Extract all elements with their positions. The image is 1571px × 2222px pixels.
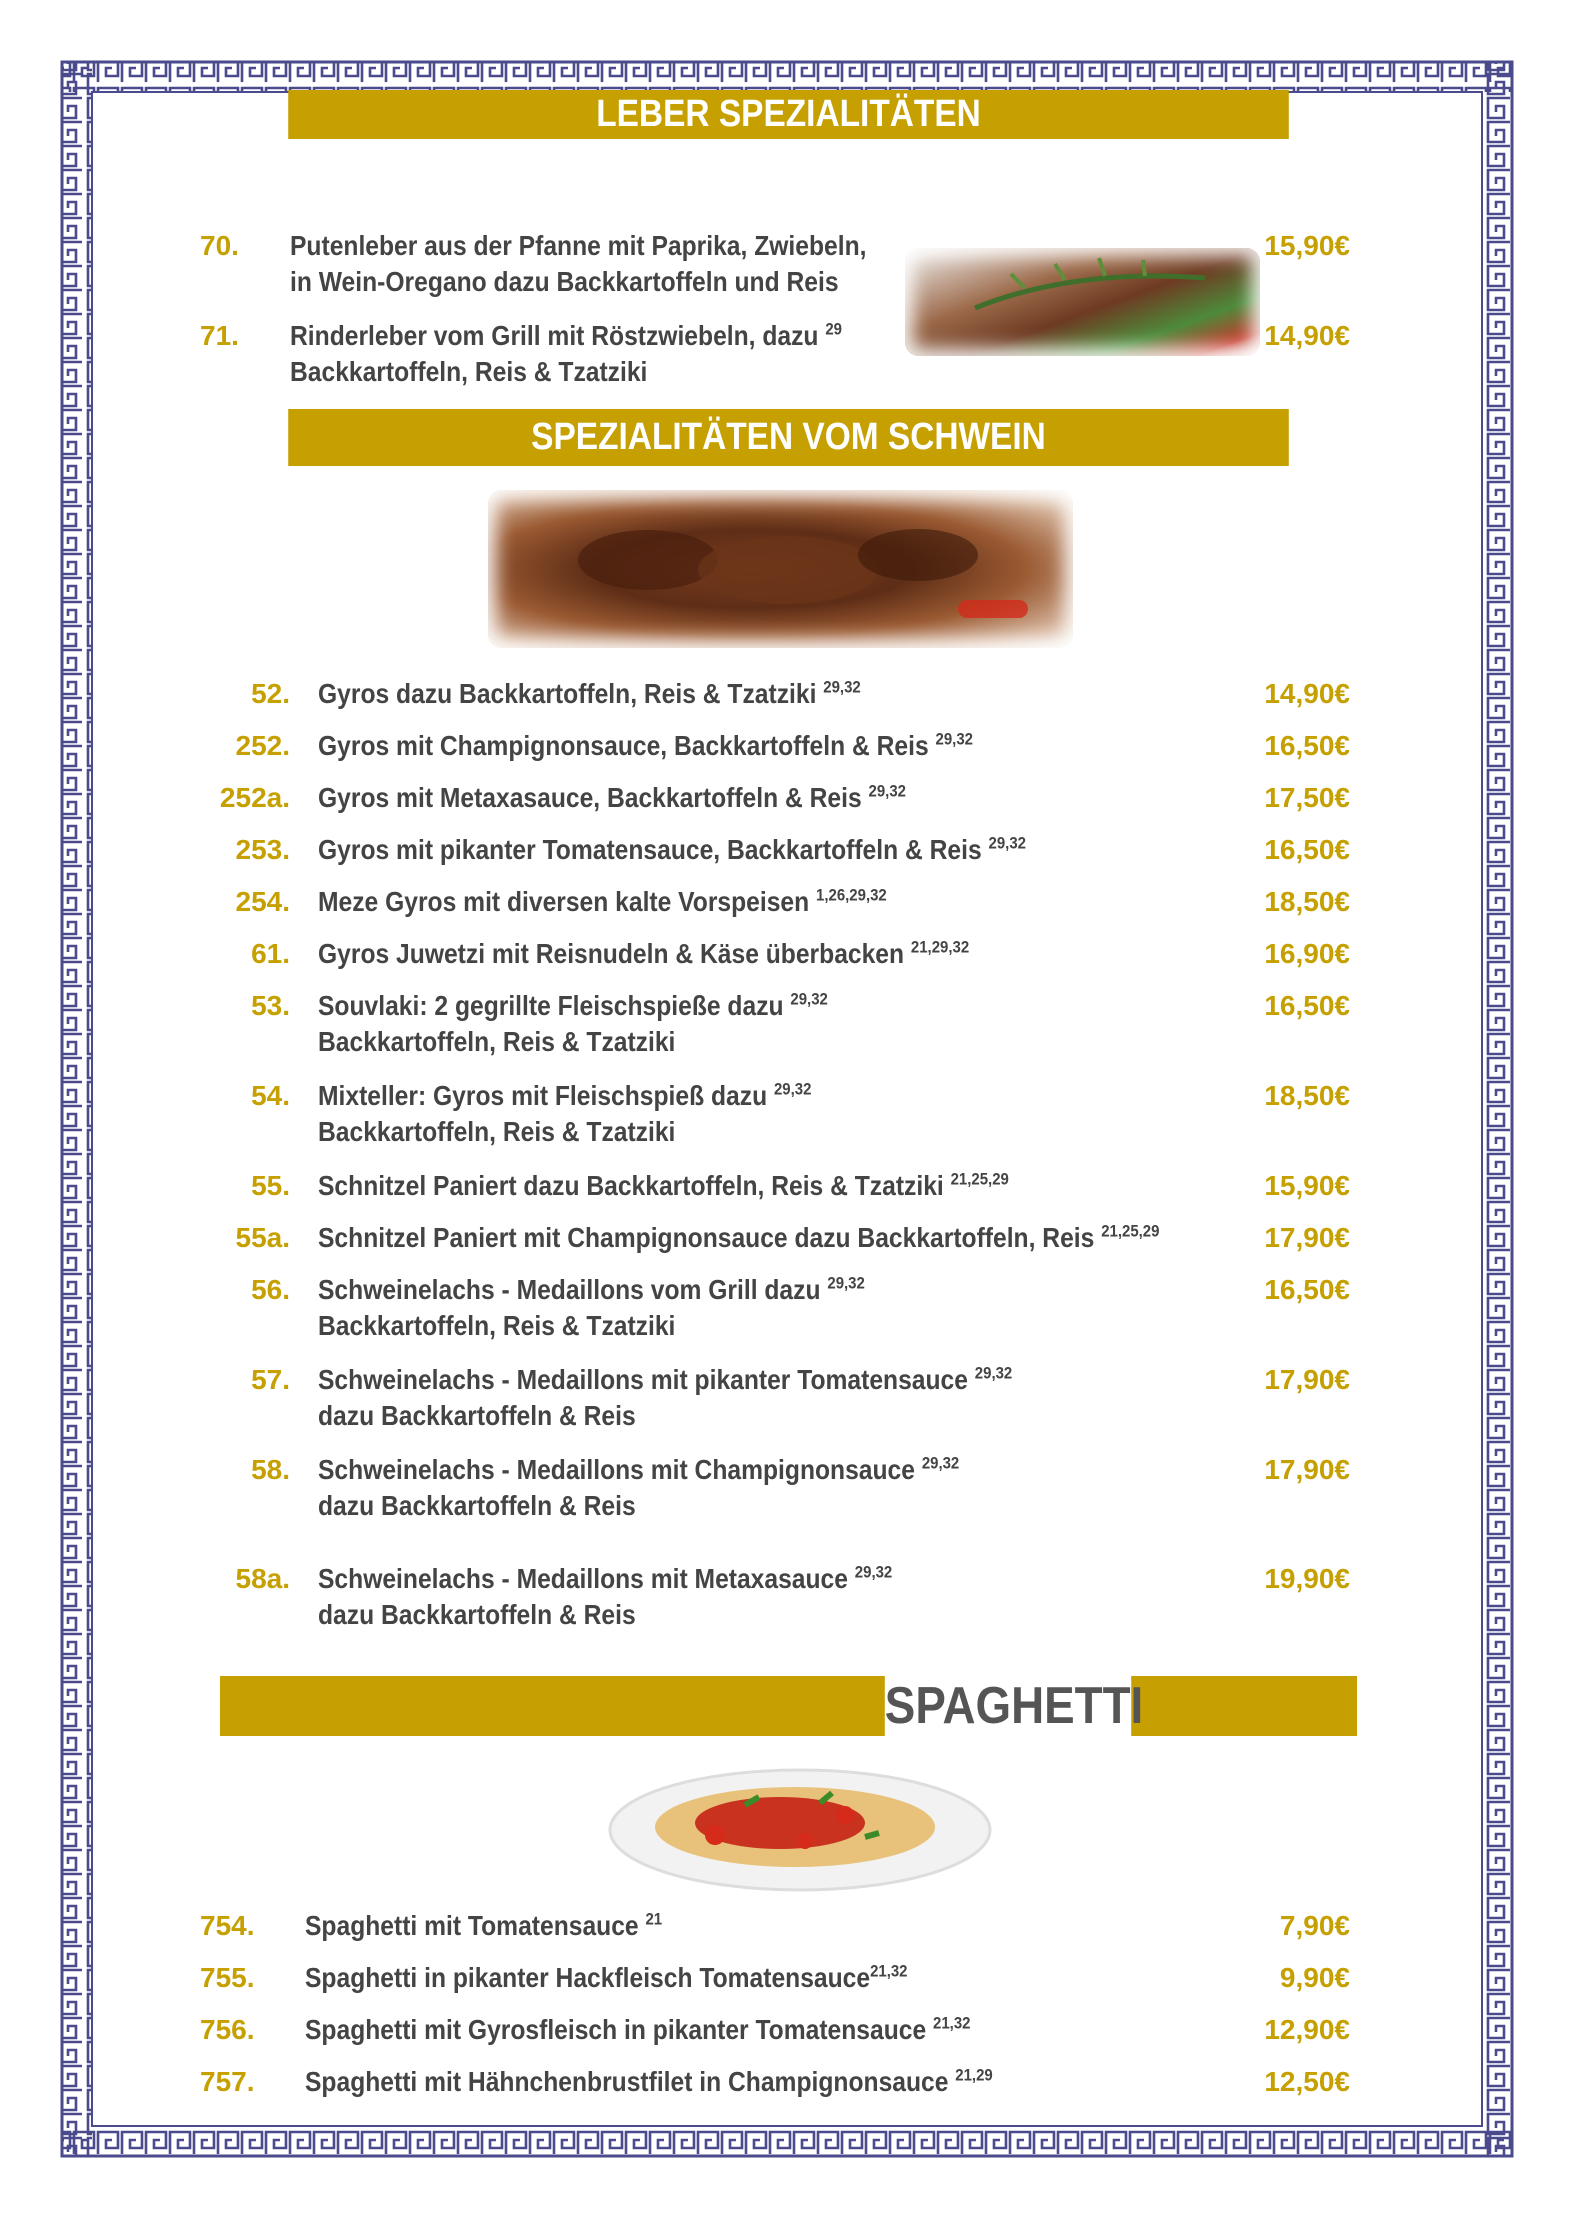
item-number: 71. [200,320,239,351]
item-price: 7,90€ [1279,1910,1350,1941]
item-number: 253. [235,834,290,865]
item-description: Schnitzel Paniert mit Champignonsauce dazu Backkartoffeln, Reis $^{21,25,29}$ [318,1221,1160,1253]
item-number: 58. [251,1454,290,1485]
item-number: 55a. [235,1222,290,1253]
section-bar-spaghetti [220,1676,1357,1736]
item-description: Gyros dazu Backkartoffeln, Reis & Tzatziki $^{29,32}$ [318,677,861,709]
item-description: Spaghetti in pikanter Hackfleisch Tomatensauce$^{21,32}$ [305,1961,908,1993]
item-description: Schnitzel Paniert dazu Backkartoffeln, Reis & Tzatziki $^{21,25,29}$ [318,1169,1009,1201]
item-number: 757. [200,2066,255,2097]
item-description: Rinderleber vom Grill mit Röstzwiebeln, dazu $^{29}$ Backkartoffeln, Reis & Tzatziki [290,319,842,387]
item-number: 53. [251,990,290,1021]
item-number: 58a. [235,1563,290,1594]
item-description: Meze Gyros mit diversen kalte Vorspeisen $^{1,26,29,32}$ [318,885,887,917]
item-price: 16,50€ [1264,990,1350,1021]
spaghetti-plate-icon [595,1745,995,1895]
item-description: Spaghetti mit Tomatensauce $^{21}$ [305,1909,663,1941]
item-description: Schweinelachs - Medaillons mit Metaxasauce $^{29,32}$ dazu Backkartoffeln & Reis [318,1562,893,1630]
item-description: Gyros mit Champignonsauce, Backkartoffeln & Reis $^{29,32}$ [318,729,973,761]
spaghetti-photo [595,1745,995,1895]
item-description: Souvlaki: 2 gegrillte Fleischspieße dazu $^{29,32}$ Backkartoffeln, Reis & Tzatziki [318,989,828,1057]
item-description: Gyros Juwetzi mit Reisnudeln & Käse überbacken $^{21,29,32}$ [318,937,970,969]
item-number: 70. [200,230,239,261]
item-price: 15,90€ [1264,1170,1350,1201]
item-price: 17,90€ [1264,1364,1350,1395]
item-price: 16,90€ [1264,938,1350,969]
item-description: Spaghetti mit Hähnchenbrustfilet in Champignonsauce $^{21,29}$ [305,2065,993,2097]
item-price: 14,90€ [1264,320,1350,351]
section-title-schwein: SPEZIALITÄTEN VOM SCHWEIN [288,409,1289,466]
item-number: 756. [200,2014,255,2045]
item-price: 14,90€ [1264,678,1350,709]
item-number: 254. [235,886,290,917]
item-description: Schweinelachs - Medaillons mit pikanter Tomatensauce $^{29,32}$ dazu Backkartoffeln & Reis [318,1363,1013,1431]
item-price: 17,90€ [1264,1222,1350,1253]
item-price: 17,90€ [1264,1454,1350,1485]
section-title-spaghetti: SPAGHETTI [885,1669,1131,1743]
liver-dish-photo [905,248,1260,356]
item-price: 16,50€ [1264,834,1350,865]
item-number: 252. [235,730,290,761]
item-number: 755. [200,1962,255,1993]
item-price: 16,50€ [1264,1274,1350,1305]
item-price: 9,90€ [1279,1962,1350,1993]
item-description: Gyros mit Metaxasauce, Backkartoffeln & Reis $^{29,32}$ [318,781,906,813]
section-title-leber: LEBER SPEZIALITÄTEN [288,90,1289,139]
item-number: 61. [251,938,290,969]
item-description: Putenleber aus der Pfanne mit Paprika, Zwiebeln, in Wein-Oregano dazu Backkartoffeln und Reis [290,230,867,297]
item-number: 55. [251,1170,290,1201]
item-description: Spaghetti mit Gyrosfleisch in pikanter Tomatensauce $^{21,32}$ [305,2013,971,2045]
item-price: 18,50€ [1264,1080,1350,1111]
item-price: 15,90€ [1264,230,1350,261]
rosemary-garnish-icon [905,248,1260,356]
gyros-photo [488,490,1073,648]
item-description: Schweinelachs - Medaillons vom Grill dazu $^{29,32}$ Backkartoffeln, Reis & Tzatziki [318,1273,865,1341]
item-price: 12,50€ [1264,2066,1350,2097]
item-number: 57. [251,1364,290,1395]
item-number: 56. [251,1274,290,1305]
item-price: 18,50€ [1264,886,1350,917]
item-description: Gyros mit pikanter Tomatensauce, Backkartoffeln & Reis $^{29,32}$ [318,833,1026,865]
item-price: 19,90€ [1264,1563,1350,1594]
item-price: 12,90€ [1264,2014,1350,2045]
item-number: 54. [251,1080,290,1111]
item-description: Schweinelachs - Medaillons mit Champignonsauce $^{29,32}$ dazu Backkartoffeln & Reis [318,1453,960,1521]
item-description: Mixteller: Gyros mit Fleischspieß dazu $^{29,32}$ Backkartoffeln, Reis & Tzatziki [318,1079,812,1147]
item-number: 252a. [219,782,290,813]
item-number: 52. [251,678,290,709]
item-number: 754. [200,1910,255,1941]
gyros-meat-icon [488,490,1073,648]
item-price: 16,50€ [1264,730,1350,761]
item-price: 17,50€ [1264,782,1350,813]
